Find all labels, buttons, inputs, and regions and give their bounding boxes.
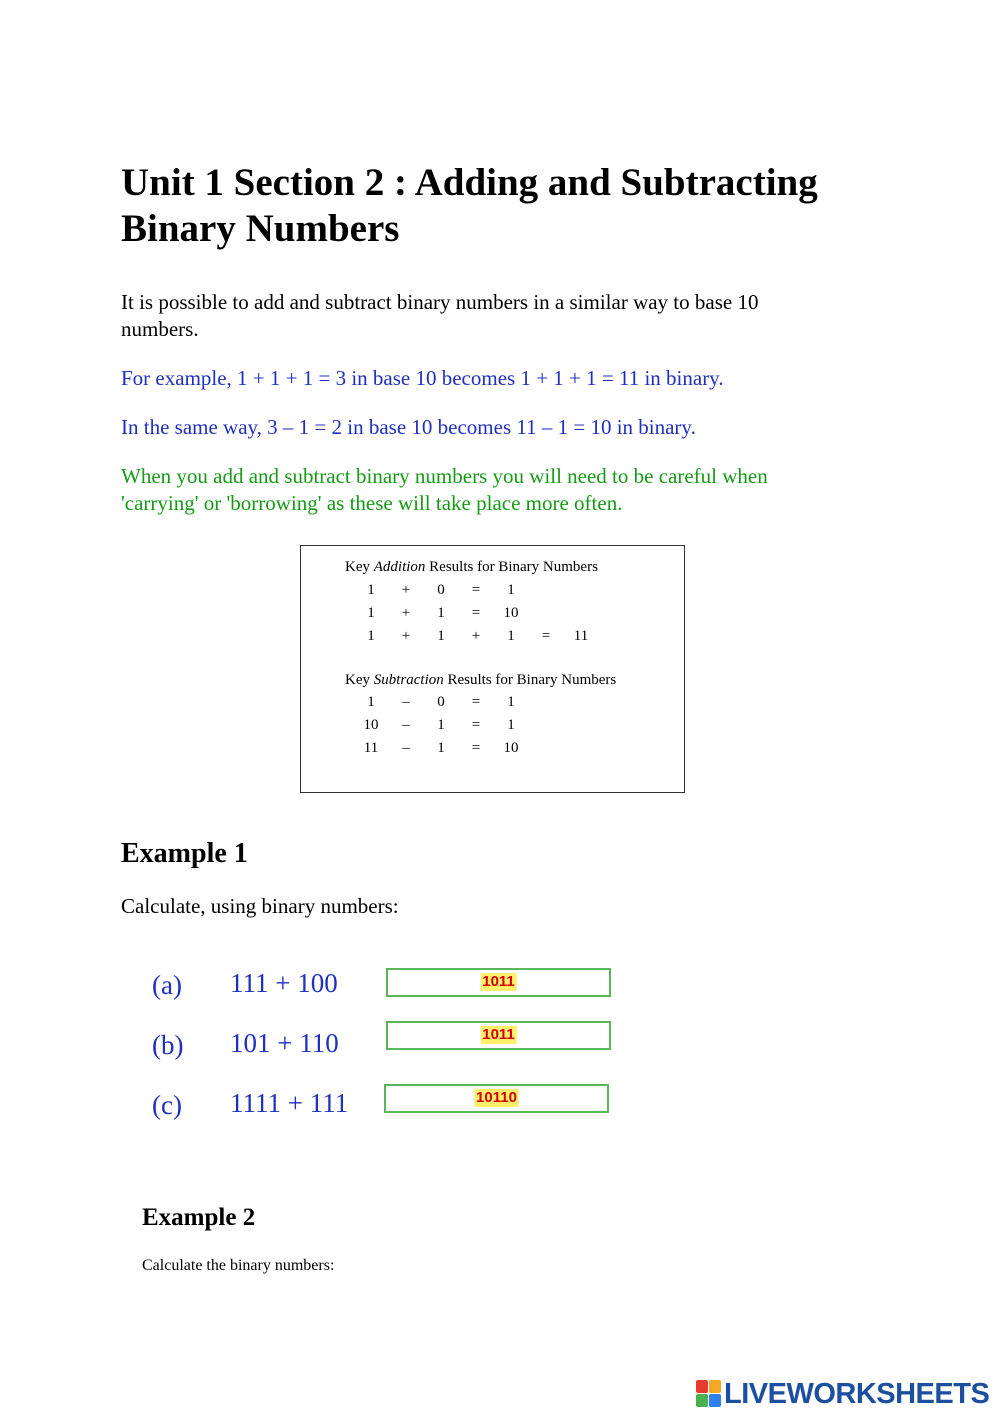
addition-row: [301, 605, 686, 625]
addition-cell: 1: [367, 628, 375, 644]
subtraction-heading-post: Results for Binary Numbers: [443, 672, 617, 688]
subtraction-cell: 1: [367, 694, 375, 710]
question-a-label: (a): [152, 970, 182, 1000]
subtraction-cell: 10: [503, 740, 519, 756]
subtraction-cell: 1: [437, 740, 445, 756]
subtraction-row: [301, 717, 686, 737]
addition-cell: 1: [507, 582, 515, 598]
key-results-table: [300, 545, 685, 793]
liveworksheets-logo: [696, 1378, 989, 1410]
addition-cell: +: [401, 628, 411, 644]
addition-cell: 1: [367, 582, 375, 598]
addition-cell: 10: [503, 605, 519, 621]
addition-cell: 11: [573, 628, 589, 644]
subtraction-cell: 1: [437, 717, 445, 733]
logo-square: [709, 1394, 721, 1407]
question-a-expression: 111 + 100: [230, 968, 338, 998]
addition-cell: 0: [437, 582, 445, 598]
addition-cell: =: [471, 582, 481, 598]
addition-cell: 1: [437, 605, 445, 621]
subtraction-cell: 10: [363, 717, 379, 733]
addition-cell: +: [401, 582, 411, 598]
example-2-instruction: Calculate the binary numbers:: [142, 1257, 335, 1274]
addition-heading-pre: Key: [345, 559, 374, 575]
subtraction-cell: =: [471, 694, 481, 710]
addition-heading-post: Results for Binary Numbers: [425, 559, 598, 575]
addition-cell: =: [471, 605, 481, 621]
subtraction-cell: –: [402, 740, 410, 756]
logo-square: [696, 1380, 708, 1393]
question-b-label: (b): [152, 1030, 184, 1060]
answer-b-field[interactable]: [386, 1021, 611, 1050]
answer-c-field[interactable]: [384, 1084, 609, 1113]
subtraction-heading-pre: Key: [345, 672, 374, 688]
addition-cell: +: [471, 628, 481, 644]
subtraction-cell: –: [402, 694, 410, 710]
intro-paragraph: It is possible to add and subtract binary numbers in a similar way to base 10 numbers.: [121, 290, 759, 341]
question-c-label: (c): [152, 1090, 182, 1120]
example-1-heading: Example 1: [121, 838, 248, 869]
subtraction-cell: 0: [437, 694, 445, 710]
example-1-instruction: Calculate, using binary numbers:: [121, 894, 399, 918]
subtraction-cell: =: [471, 740, 481, 756]
addition-example-text: For example, 1 + 1 + 1 = 3 in base 10 becomes 1 + 1 + 1 = 11 in binary.: [121, 366, 724, 390]
answer-b-value: 1011: [482, 1026, 515, 1043]
addition-row: [301, 628, 686, 648]
subtraction-row: [301, 694, 686, 714]
answer-a-field[interactable]: [386, 968, 611, 997]
addition-cell: 1: [367, 605, 375, 621]
subtraction-row: [301, 740, 686, 760]
subtraction-cell: 1: [507, 717, 515, 733]
question-b-expression: 101 + 110: [230, 1028, 339, 1058]
addition-cell: =: [541, 628, 551, 644]
subtraction-cell: 11: [363, 740, 379, 756]
answer-a-value: 1011: [482, 973, 515, 990]
page-title: Unit 1 Section 2 : Adding and Subtracting Binary Numbers: [121, 161, 818, 250]
liveworksheets-logo-icon: [696, 1380, 722, 1408]
answer-c-value: 10110: [476, 1089, 517, 1106]
logo-square: [696, 1394, 708, 1407]
addition-cell: +: [401, 605, 411, 621]
carrying-note: When you add and subtract binary numbers you will need to be careful when 'carrying' or 'borrowing' as these will take place more often.: [121, 464, 768, 515]
liveworksheets-brand: LIVEWORKSHEETS: [724, 1377, 990, 1410]
subtraction-cell: 1: [507, 694, 515, 710]
addition-heading-em: Addition: [373, 559, 426, 575]
addition-heading: [345, 559, 598, 576]
subtraction-example-text: In the same way, 3 – 1 = 2 in base 10 becomes 11 – 1 = 10 in binary.: [121, 415, 696, 439]
question-c-expression: 1111 + 111: [230, 1088, 349, 1118]
addition-row: [301, 582, 686, 602]
subtraction-cell: –: [402, 717, 410, 733]
subtraction-cell: =: [471, 717, 481, 733]
addition-cell: 1: [437, 628, 445, 644]
example-2-heading: Example 2: [142, 1204, 256, 1231]
addition-cell: 1: [507, 628, 515, 644]
subtraction-heading: [345, 672, 616, 689]
subtraction-heading-em: Subtraction: [373, 672, 444, 688]
logo-square: [709, 1380, 721, 1393]
